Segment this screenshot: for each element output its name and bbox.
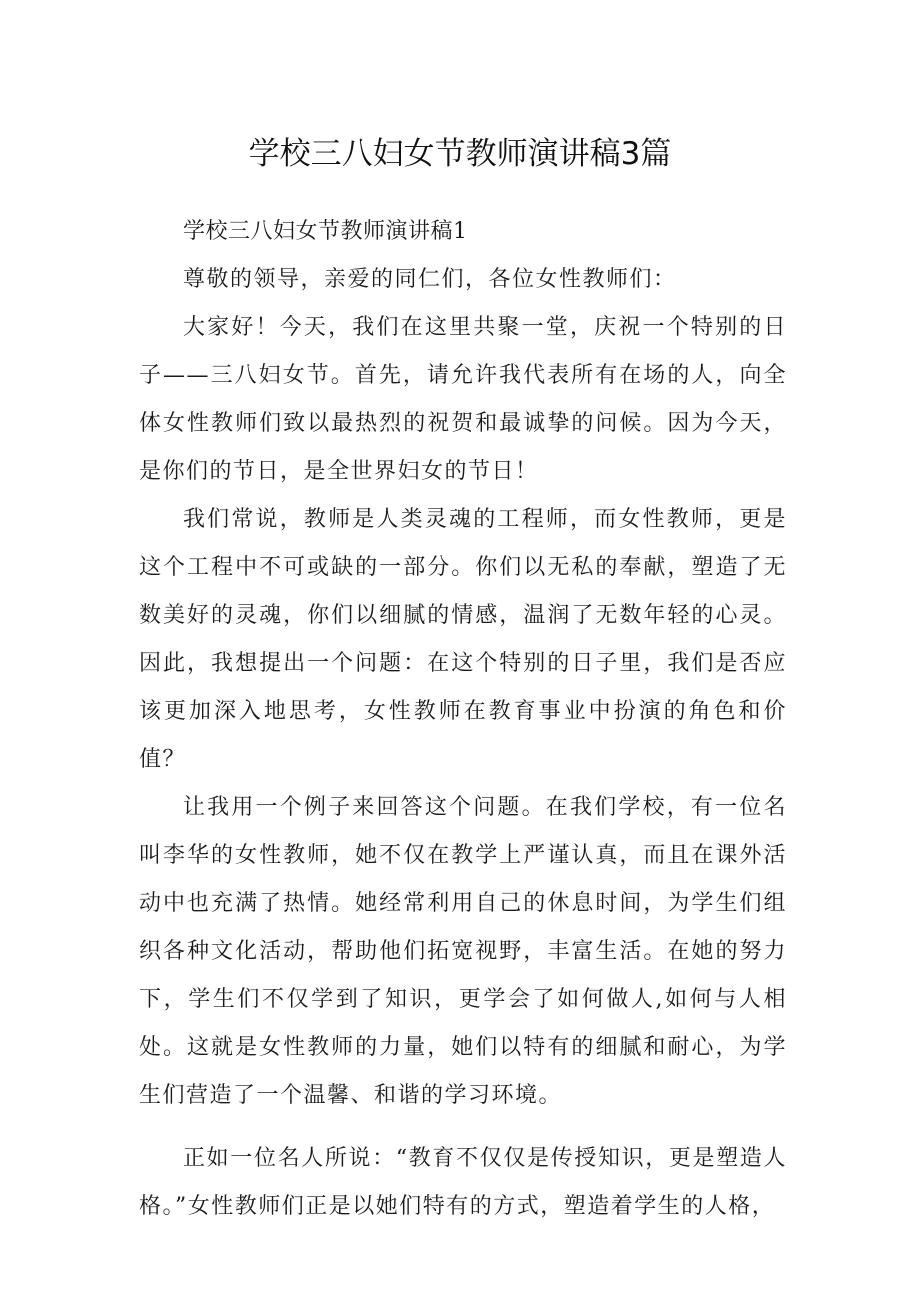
document-title: 学校三八妇女节教师演讲稿3篇 bbox=[248, 136, 672, 172]
body-paragraph: 大家好！今天，我们在这里共聚一堂，庆祝一个特别的日子——三八妇女节。首先，请允许我代表所有在场的人，向全体女性教师们致以最热烈的祝贺和最诚挚的问候。因为今天，是你们的节日，是全世界妇女的节日！ bbox=[139, 315, 787, 484]
body-paragraph: 让我用一个例子来回答这个问题。在我们学校，有一位名叫李华的女性教师，她不仅在教学上严谨认真，而且在课外活动中也充满了热情。她经常利用自己的休息时间，为学生们组织各种文化活动，帮助他们拓宽视野，丰富生活。在她的努力下，学生们不仅学到了知识，更学会了如何做人,如何与人相处。这就是女性教师的力量，她们以特有的细腻和耐心，为学生们营造了一个温馨、和谐的学习环境。 bbox=[139, 795, 787, 1108]
body-paragraph: 正如一位名人所说：“教育不仅仅是传授知识，更是塑造人格。”女性教师们正是以她们特有的方式，塑造着学生的人格， bbox=[139, 1146, 787, 1219]
section-heading: 学校三八妇女节教师演讲稿1 bbox=[183, 219, 468, 244]
body-paragraph: 我们常说，教师是人类灵魂的工程师，而女性教师，更是这个工程中不可或缺的一部分。你们以无私的奉献，塑造了无数美好的灵魂，你们以细腻的情感，温润了无数年轻的心灵。因此，我想提出一个问题：在这个特别的日子里，我们是否应该更加深入地思考，女性教师在教育事业中扮演的角色和价值？ bbox=[139, 507, 787, 772]
document-body bbox=[139, 208, 787, 1231]
salutation-paragraph: 尊敬的领导，亲爱的同仁们，各位女性教师们： bbox=[183, 267, 677, 292]
